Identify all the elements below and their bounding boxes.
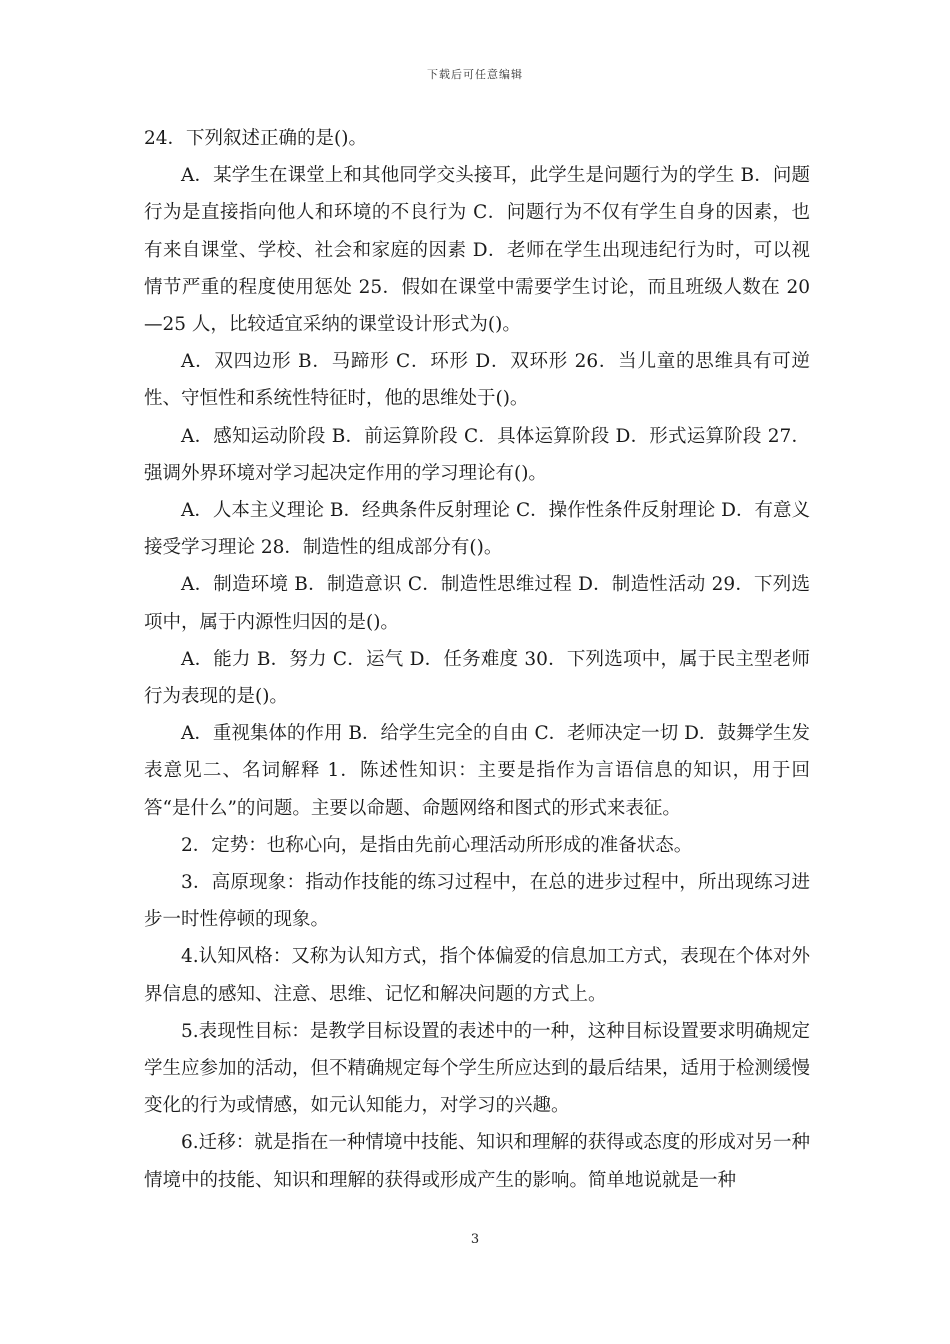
paragraph: 6.迁移：就是指在一种情境中技能、知识和理解的获得或态度的形成对另一种情境中的技能、知识和理解的获得或形成产生的影响。简单地说就是一种 (144, 1132, 810, 1191)
paragraph: 2．定势：也称心向，是指由先前心理活动所形成的准备状态。 (181, 834, 693, 856)
paragraph: A．制造环境 B．制造意识 C．制造性思维过程 D．制造性活动 29．下列选项中，属于内源性归因的是()。 (144, 574, 810, 633)
page-number: 3 (470, 1232, 480, 1247)
document-body (144, 120, 810, 1199)
paragraph: 4.认知风格：又称为认知方式，指个体偏爱的信息加工方式，表现在个体对外界信息的感知、注意、思维、记忆和解决问题的方式上。 (144, 946, 810, 1005)
paragraph: 3．高原现象：指动作技能的练习过程中，在总的进步过程中，所出现练习进步一时性停顿的现象。 (144, 872, 810, 931)
page-header: 下载后可任意编辑 (427, 68, 523, 81)
paragraph: 5.表现性目标：是教学目标设置的表述中的一种，这种目标设置要求明确规定学生应参加的活动，但不精确规定每个学生所应达到的最后结果，适用于检测缓慢变化的行为或情感，如元认知能力，对学习的兴趣。 (144, 1020, 811, 1117)
paragraph: A．某学生在课堂上和其他同学交头接耳，此学生是问题行为的学生 B．问题行为是直接指向他人和环境的不良行为 C．问题行为不仅有学生自身的因素，也有来自课堂、学校、社会和家庭的因素 D．老师在学生出现违纪行为时，可以视情节严重的程度使用惩处 25．假如在课堂中需要学生讨论，而且班级人数在 20—25 人，比较适宜采纳的课堂设计形式为()。 (144, 165, 810, 336)
paragraph: A．人本主义理论 B．经典条件反射理论 C．操作性条件反射理论 D．有意义接受学习理论 28．制造性的组成部分有()。 (144, 500, 810, 559)
paragraph: A．能力 B．努力 C．运气 D．任务难度 30．下列选项中，属于民主型老师行为表现的是()。 (144, 648, 810, 708)
paragraph: A．感知运动阶段 B．前运算阶段 C．具体运算阶段 D．形式运算阶段 27．强调外界环境对学习起决定作用的学习理论有()。 (144, 425, 810, 484)
paragraph: A．双四边形 B．马蹄形 C．环形 D．双环形 26．当儿童的思维具有可逆性、守恒性和系统性特征时，他的思维处于()。 (144, 351, 810, 410)
paragraph: 24．下列叙述正确的是()。 (144, 128, 367, 149)
paragraph: A．重视集体的作用 B．给学生完全的自由 C．老师决定一切 D．鼓舞学生发表意见二、名词解释 1．陈述性知识：主要是指作为言语信息的知识，用于回答“是什么”的问题。主要以命题、命题网络和图式的形式来表征。 (144, 723, 810, 819)
